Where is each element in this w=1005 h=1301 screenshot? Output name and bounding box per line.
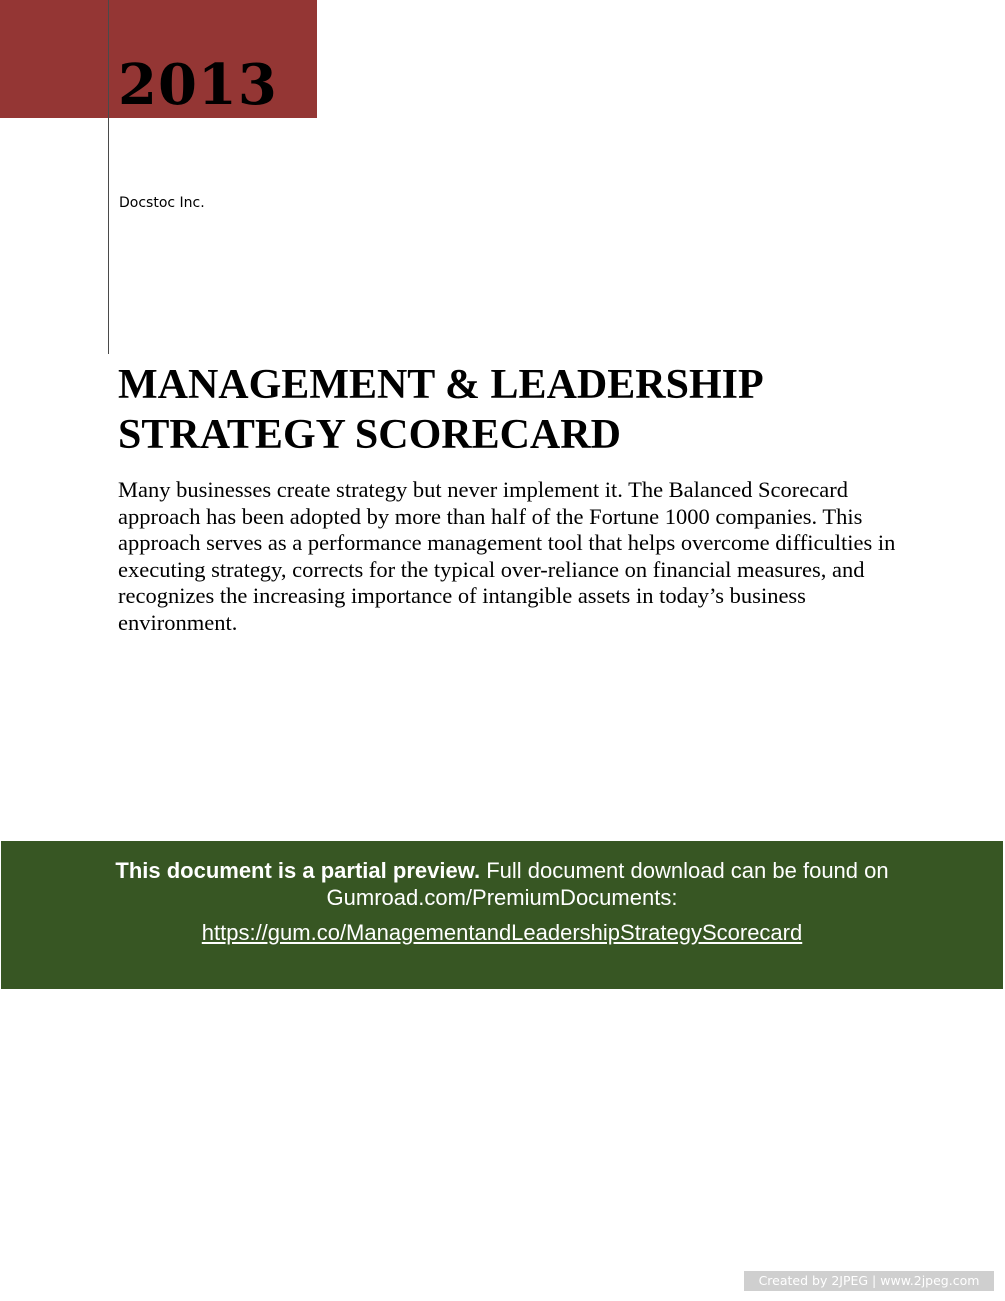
title-line-2: STRATEGY SCORECARD <box>118 412 621 458</box>
cover-year: 2013 <box>118 52 278 118</box>
title-line-1: MANAGEMENT & LEADERSHIP <box>118 362 764 408</box>
preview-notice <box>41 857 963 911</box>
watermark-label: Created by 2JPEG | www.2jpeg.com <box>744 1271 994 1291</box>
document-description: Many businesses create strategy but never implement it. The Balanced Scorecard approach has been adopted by more than half of the Fortune 1000 companies. This approach serves as a performance management tool that helps overcome difficulties in executing strategy, corrects for the typical over-reliance on financial measures, and recognizes the increasing importance of intangible assets in today’s business environment. <box>118 477 896 635</box>
preview-banner <box>1 841 1003 989</box>
preview-notice-text: Full document download can be found on Gumroad.com/PremiumDocuments: <box>326 858 889 910</box>
company-name: Docstoc Inc. <box>119 195 205 211</box>
download-link[interactable]: https://gum.co/ManagementandLeadershipStrategyScorecard <box>201 920 803 945</box>
preview-notice-lead: This document is a partial preview. <box>115 858 481 883</box>
document-title <box>118 360 918 460</box>
vertical-rule <box>108 0 109 354</box>
